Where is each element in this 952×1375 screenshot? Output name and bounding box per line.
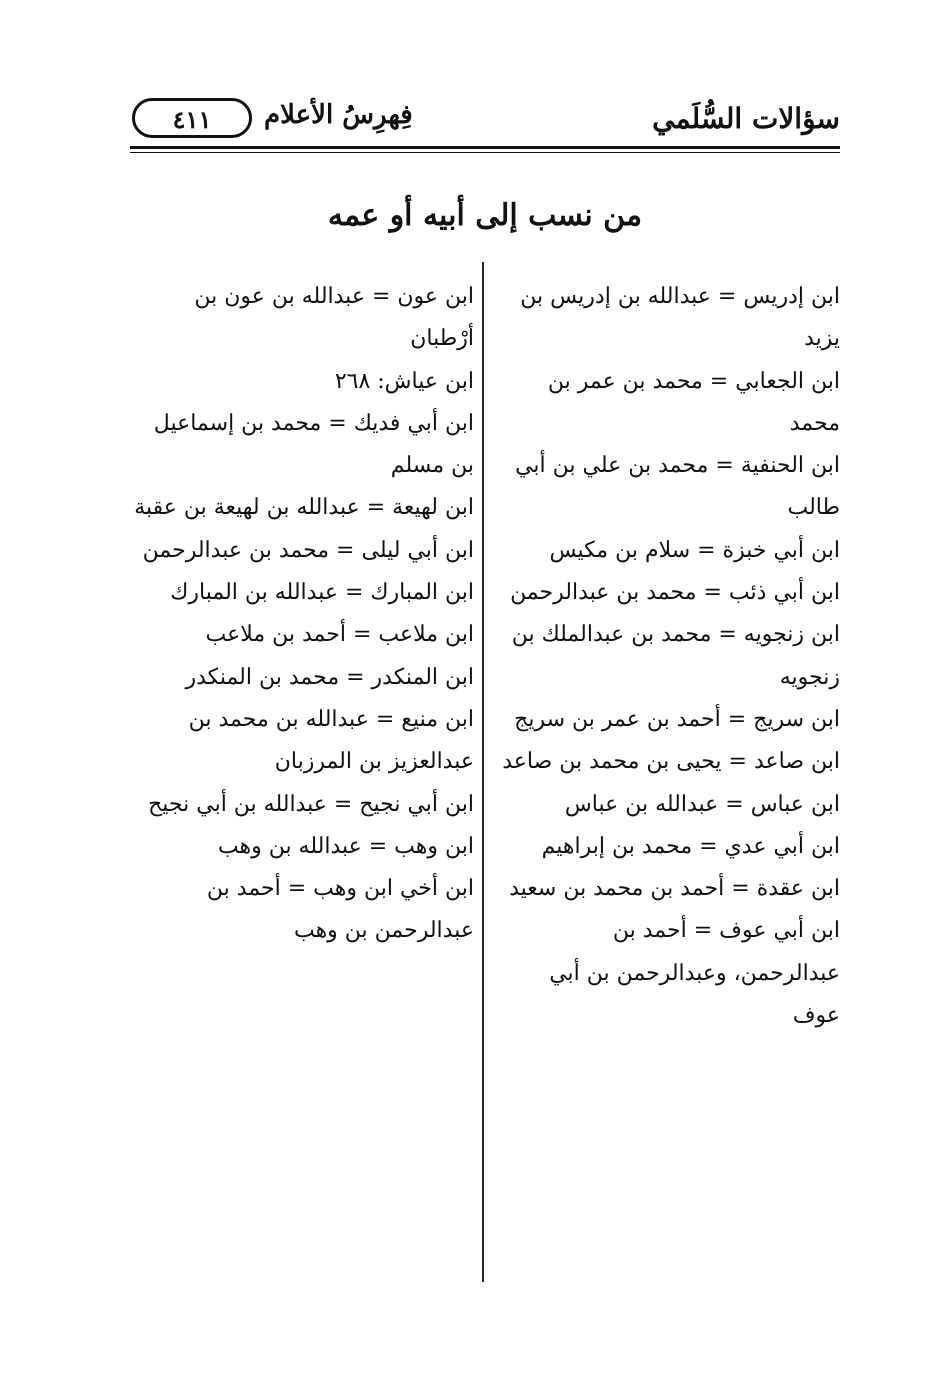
book-title: سؤالات السُّلَمي — [652, 102, 840, 135]
index-entry: ابن أبي خبزة = سلام بن مكيس — [549, 537, 840, 563]
index-entry: ابن زنجويه = محمد بن عبدالملك بن زنجويه — [511, 622, 840, 690]
right-column — [500, 276, 840, 1037]
index-entry: ابن أبي فديك = محمد بن إسماعيل بن مسلم — [153, 410, 474, 479]
index-entry: ابن إدريس = عبدالله بن إدريس بن يزيد — [520, 284, 840, 352]
index-entry: ابن ملاعب = أحمد بن ملاعب — [205, 622, 474, 648]
index-entry: ابن أبي ليلى = محمد بن عبدالرحمن — [142, 537, 474, 563]
page-number: ٤١١ — [132, 98, 252, 138]
index-entry: ابن عياش: ٢٦٨ — [334, 368, 474, 394]
index-entry: ابن صاعد = يحيى بن محمد بن صاعد — [502, 749, 840, 775]
running-header — [130, 98, 840, 148]
index-entry: ابن أبي نجيح = عبدالله بن أبي نجيح — [148, 791, 474, 817]
index-entry: ابن سريج = أحمد بن عمر بن سريج — [514, 706, 840, 732]
left-column — [129, 276, 474, 953]
index-entry: ابن أخي ابن وهب = أحمد بن عبدالرحمن بن وهب — [206, 876, 474, 944]
header-rule-thin — [130, 152, 840, 153]
header-rule-thick — [130, 146, 840, 149]
column-divider — [482, 262, 484, 1282]
index-entry: ابن أبي عوف = أحمد بن عبدالرحمن، وعبدالرحمن بن أبي عوف — [549, 918, 840, 1029]
index-entry: ابن عون = عبدالله بن عون بن أرْطبان — [194, 284, 474, 352]
index-entry: ابن الجعابي = محمد بن عمر بن محمد — [547, 368, 840, 436]
index-entry: ابن لهيعة = عبدالله بن لهيعة بن عقبة — [134, 495, 474, 521]
index-entry: ابن منيع = عبدالله بن محمد بن عبدالعزيز بن المرزبان — [188, 706, 474, 775]
index-entry: ابن أبي ذئب = محمد بن عبدالرحمن — [510, 580, 840, 606]
index-entry: ابن وهب = عبدالله بن وهب — [217, 833, 474, 859]
index-entry: ابن المبارك = عبدالله بن المبارك — [170, 580, 474, 606]
index-entry: ابن المنكدر = محمد بن المنكدر — [185, 664, 474, 690]
section-heading: من نسب إلى أبيه أو عمه — [327, 198, 643, 233]
index-entry: ابن أبي عدي = محمد بن إبراهيم — [541, 833, 840, 859]
section-name: فِهرِسُ الأعلام — [264, 100, 413, 130]
index-entry: ابن عباس = عبدالله بن عباس — [564, 791, 840, 817]
index-entry: ابن الحنفية = محمد بن علي بن أبي طالب — [515, 453, 840, 521]
index-entry: ابن عقدة = أحمد بن محمد بن سعيد — [509, 876, 840, 902]
